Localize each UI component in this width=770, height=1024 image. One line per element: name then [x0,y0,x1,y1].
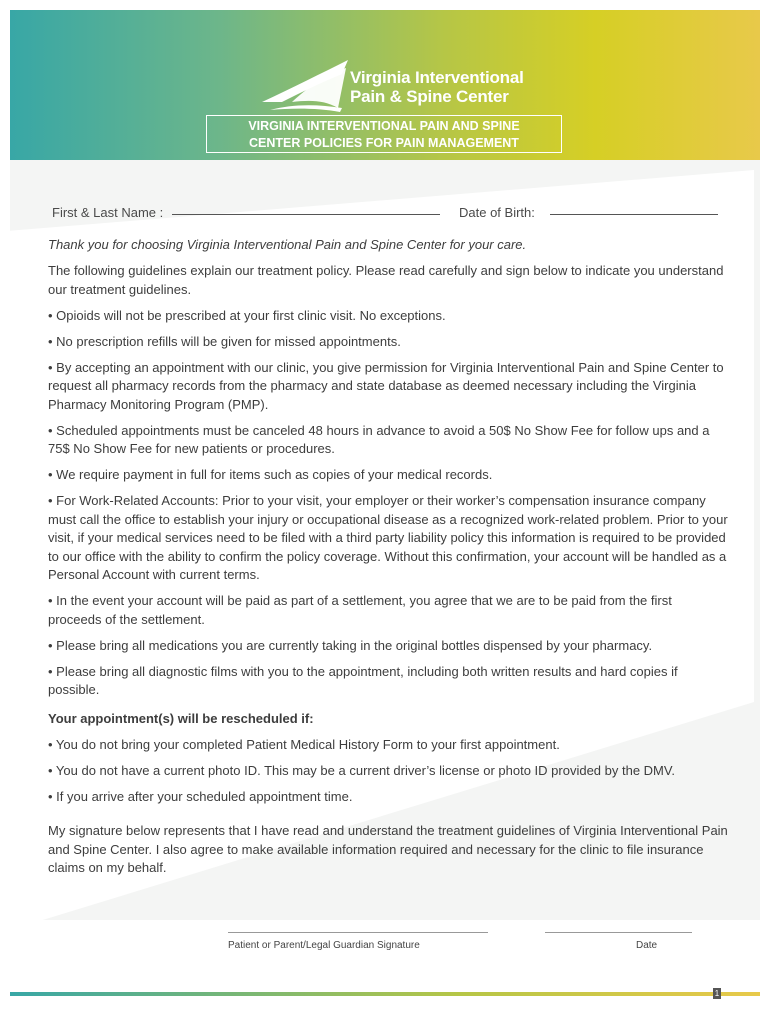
signature-date-label: Date [636,940,658,951]
policy-text [48,236,728,885]
policy-bullet: • Please bring all diagnostic films with you to the appointment, including both written results and hard copies if possible. [48,663,678,697]
page-number: 1 [714,989,720,998]
policy-bullet: • We require payment in full for items such as copies of your medical records. [48,467,493,482]
reschedule-item: • You do not have a current photo ID. This may be a current driver’s license or photo ID provided by the DMV. [48,762,675,778]
thank-you-text: Thank you for choosing Virginia Interventional Pain and Spine Center for your care. [48,237,527,252]
policy-bullet: • Please bring all medications you are currently taking in the original bottles dispensed by your pharmacy. [48,637,653,653]
signature-label: Patient or Parent/Legal Guardian Signature [228,940,420,951]
policy-bullet: • Scheduled appointments must be canceled 48 hours in advance to avoid a 50$ No Show Fee for follow ups and a 75$ No Show Fee for new patients or procedures. [48,422,710,456]
reschedule-item: • You do not bring your completed Patient Medical History Form to your first appointment. [48,736,560,752]
logo-text-line2: Pain & Spine Center [350,87,509,106]
title-line2: CENTER POLICIES FOR PAIN MANAGEMENT [249,136,519,150]
signature-date-field[interactable] [545,932,692,933]
header-banner [10,10,760,160]
title-line1: VIRGINIA INTERVENTIONAL PAIN AND SPINE [248,119,520,133]
policy-bullet: • Opioids will not be prescribed at your first clinic visit. No exceptions. [48,307,446,323]
reschedule-item: • If you arrive after your scheduled appointment time. [48,788,353,804]
logo-swoosh-icon [262,58,352,118]
policy-bullet: • By accepting an appointment with our clinic, you give permission for Virginia Interventional Pain and Spine Center to request all pharmacy records from the pharmacy and state database as deemed necessary including the Virginia Pharmacy Monitoring Program (PMP). [48,359,724,412]
footer-bar [10,992,760,996]
name-label: First & Last Name : [52,205,164,220]
intro-text: The following guidelines explain our treatment policy. Please read carefully and sign below to indicate you understand our treatment guidelines. [48,263,724,297]
signature-field[interactable] [228,932,488,933]
policy-bullet: • In the event your account will be paid as part of a settlement, you agree that we are to be paid from the first proceeds of the settlement. [48,593,672,627]
name-field[interactable] [172,214,440,215]
signature-statement: My signature below represents that I have read and understand the treatment guidelines of Virginia Interventional Pain and Spine Center. I also agree to make available information required and necessary for the clinic to file insurance claims on my behalf. [48,823,728,875]
dob-field[interactable] [550,214,718,215]
logo-text-line1: Virginia Interventional [350,68,524,87]
clinic-logo [262,58,532,118]
policy-bullet: • No prescription refills will be given for missed appointments. [48,333,401,349]
document-title [206,115,562,153]
reschedule-heading: Your appointment(s) will be rescheduled if: [48,710,314,726]
dob-label: Date of Birth: [459,205,535,220]
policy-bullet: • For Work-Related Accounts: Prior to your visit, your employer or their worker’s compensation insurance company must call the office to establish your injury or occupational disease as a recognized work-related problem. Prior to your visit, if your medical services need to be filed with a third party liability policy this information is required to be provided to our office with the ability to confirm the policy coverage. Without this confirmation, your account will be handled as a Personal Account with current terms. [48,493,728,582]
